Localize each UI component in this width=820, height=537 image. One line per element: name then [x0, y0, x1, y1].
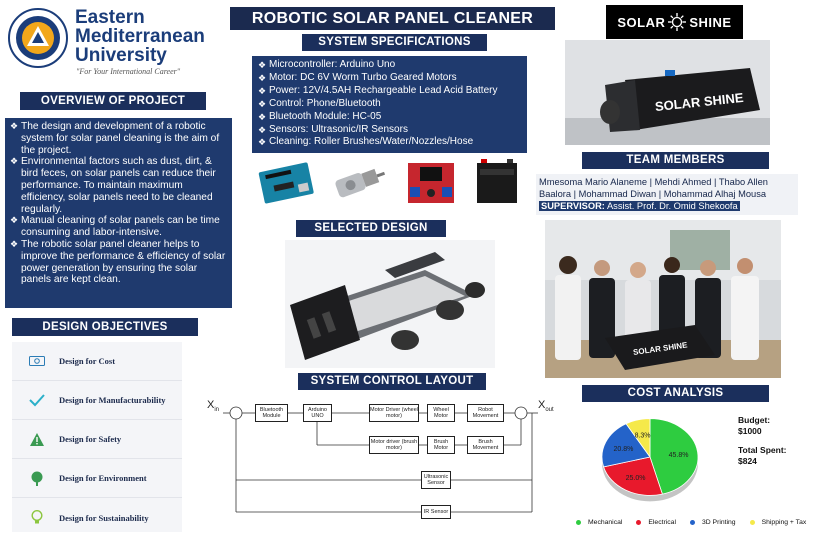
university-tagline: "For Your International Career" [76, 67, 181, 76]
cost-panel [576, 403, 807, 533]
overview-item: ❖ Environmental factors such as dust, dirt, & bird feces, on solar panels can reduce their performance. To maintain maximum efficiency, solar panels need to be cleaned regularly. [10, 156, 227, 215]
university-logo [8, 8, 68, 68]
block-brush-motor: Brush Motor [427, 436, 455, 454]
specs-header: SYSTEM SPECIFICATIONS [302, 34, 487, 51]
cost-legend [576, 519, 807, 527]
selected-design-header: SELECTED DESIGN [296, 220, 446, 237]
cost-pie-chart [580, 405, 720, 515]
legend-swatch [576, 520, 581, 525]
checkmark-icon [26, 394, 48, 406]
pie-data-label: 45.8% [668, 452, 689, 460]
cost-header: COST ANALYSIS [582, 385, 769, 402]
spec-item: ❖ Motor: DC 6V Worm Turbo Geared Motors [258, 72, 521, 85]
control-diagram [205, 393, 575, 525]
objective-cost [12, 342, 182, 381]
legend-swatch [690, 520, 695, 525]
battery-image [471, 157, 526, 207]
prototype-photo [565, 40, 770, 145]
spec-item: ❖ Microcontroller: Arduino Uno [258, 59, 521, 72]
legend-item [576, 519, 629, 526]
pie-data-label: 20.8% [613, 446, 634, 454]
overview-item: ❖ Manual cleaning of solar panels can be time consuming and labor-intensive. [10, 215, 227, 239]
poster-title: ROBOTIC SOLAR PANEL CLEANER [230, 7, 555, 30]
block-wheel-motor: Wheel Motor [427, 404, 455, 422]
motor-driver-image [398, 157, 464, 207]
overview-header: OVERVIEW OF PROJECT [20, 92, 206, 110]
pie-data-label: 8.3% [634, 432, 651, 440]
objective-label: Design for Manufacturability [59, 395, 166, 405]
control-layout-header: SYSTEM CONTROL LAYOUT [298, 373, 486, 390]
overview-item: ❖ The robotic solar panel cleaner helps to improve the performance & efficiency of solar power generation by ensuring the solar panels are kept clean. [10, 239, 227, 286]
block-motor-driver-brush: Motor driver (brush motor) [369, 436, 419, 454]
legend-item [690, 519, 743, 526]
budget-value: $1000 [738, 425, 762, 436]
university-seal-icon [8, 8, 68, 68]
objective-manufacturability [12, 381, 182, 420]
legend-label: Mechanical [588, 519, 623, 526]
team-members-list: Mmesoma Mario Alaneme | Mehdi Ahmed | Thabo Allen Baalora | Mohammad Diwan | Mohammad Alhaj Mousa [539, 177, 768, 199]
block-brush-movement: Brush Movement [467, 436, 504, 454]
legend-item [636, 519, 683, 526]
prototype-label-text: SOLAR SHINE [654, 89, 745, 115]
legend-label: Electrical [648, 519, 676, 526]
cad-design-render [285, 240, 495, 368]
spec-item: ❖ Sensors: Ultrasonic/IR Sensors [258, 124, 521, 137]
supervisor-label: SUPERVISOR: [541, 201, 605, 211]
block-ir-sensor: IR Sensor [421, 505, 451, 519]
supervisor-name: Assist. Prof. Dr. Omid Shekoofa [606, 201, 738, 211]
pie-data-label: 25.0% [625, 474, 646, 482]
objective-label: Design for Environment [59, 473, 147, 483]
university-name-line1: Eastern [75, 7, 145, 28]
objective-label: Design for Cost [59, 356, 116, 366]
total-spent-label: Total Spent: [738, 445, 787, 455]
spec-item: ❖ Bluetooth Module: HC-05 [258, 111, 521, 124]
spec-item: ❖ Cleaning: Roller Brushes/Water/Nozzles/Hose [258, 136, 521, 149]
gear-sun-icon [668, 13, 686, 31]
overview-item: ❖ The design and development of a robotic system for solar panel cleaning is the aim of the project. [10, 121, 227, 156]
lightbulb-icon [26, 510, 48, 525]
objective-label: Design for Sustainability [59, 512, 149, 523]
geared-motor-image [326, 157, 392, 207]
legend-swatch [636, 520, 641, 525]
team-members-box [536, 174, 798, 215]
objective-environment [12, 459, 182, 498]
objectives-list [12, 342, 182, 532]
x-out-subscript: out [545, 407, 554, 414]
x-in-subscript: in [214, 407, 220, 414]
university-name-line2: Mediterranean [75, 26, 205, 47]
arduino-board-image [253, 157, 319, 207]
objective-safety [12, 420, 182, 459]
objective-label: Design for Safety [59, 434, 122, 444]
legend-label: 3D Printing [701, 519, 736, 526]
supervisor-line [539, 201, 740, 211]
spec-item: ❖ Power: 12V/4.5AH Rechargeable Lead Acid Battery [258, 85, 521, 98]
tree-icon [26, 471, 48, 486]
block-motor-driver-wheel: Motor Driver (wheel motor) [369, 404, 419, 422]
team-header: TEAM MEMBERS [582, 152, 769, 169]
university-name-line3: University [75, 45, 167, 66]
block-ultrasonic-sensor: Ultrasonic Sensor [421, 471, 451, 489]
block-arduino-uno: Arduino UNO [303, 404, 332, 422]
x-out-symbol: X [538, 399, 546, 411]
legend-label: Shipping + Tax [761, 519, 807, 526]
overview-panel [5, 118, 232, 308]
block-bluetooth-module: Bluetooth Module [255, 404, 288, 422]
budget-label: Budget: [738, 415, 771, 425]
objectives-header: DESIGN OBJECTIVES [12, 318, 198, 336]
x-out-label [538, 399, 554, 413]
university-name [75, 8, 205, 65]
team-photo [545, 220, 781, 378]
objective-sustainability [12, 498, 182, 537]
brand-logo-right: SHINE [689, 14, 732, 30]
x-in-symbol: X [207, 399, 215, 411]
team-photo-robot-label: SOLAR SHINE [632, 340, 688, 358]
spec-item: ❖ Control: Phone/Bluetooth [258, 98, 521, 111]
brand-logo [606, 5, 743, 39]
brand-logo-left: SOLAR [617, 14, 666, 30]
budget-info [738, 415, 786, 466]
specs-panel [252, 56, 527, 153]
x-in-label [207, 399, 219, 413]
warning-icon [26, 433, 48, 446]
total-spent-value: $824 [738, 455, 757, 466]
legend-swatch [750, 520, 755, 525]
legend-item [750, 519, 814, 526]
block-robot-movement: Robot Movement [467, 404, 504, 422]
money-icon [26, 356, 48, 366]
